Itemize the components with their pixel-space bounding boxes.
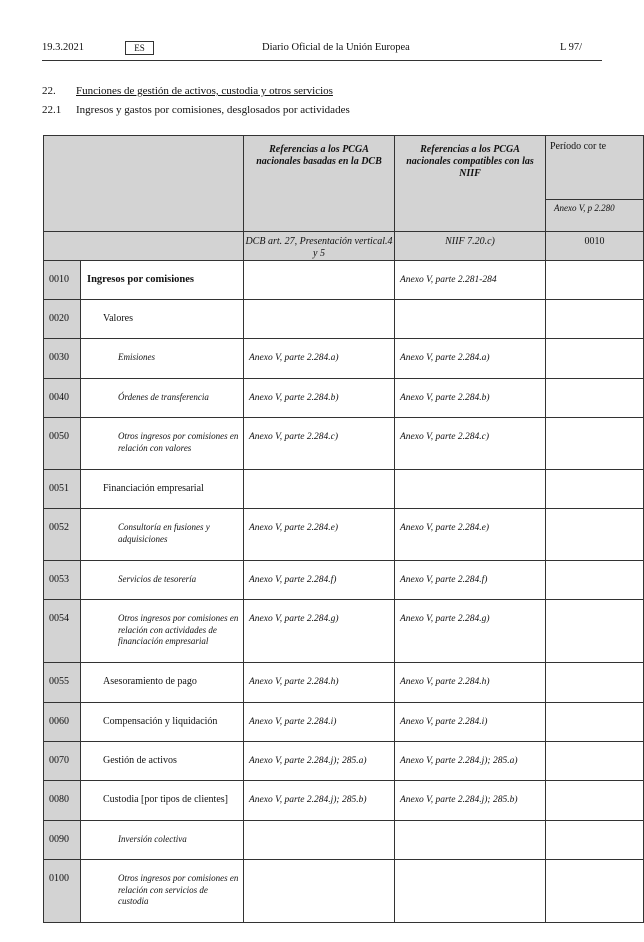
code-row-blank xyxy=(44,232,244,261)
row-label: Consultoría en fusiones y adquisiciones xyxy=(81,509,244,561)
journal-title: Diario Oficial de la Unión Europea xyxy=(262,42,410,53)
row-label: Custodia [por tipos de clientes] xyxy=(81,781,244,821)
commission-table xyxy=(43,135,644,923)
row-value-cell xyxy=(546,703,644,742)
row-label: Compensación y liquidación xyxy=(81,703,244,742)
row-code: 0055 xyxy=(44,663,81,703)
row-ref-niif: Anexo V, parte 2.284.b) xyxy=(395,379,546,418)
col-header-dcb: Referencias a los PCGA nacionales basadas en la DCB xyxy=(244,136,395,232)
row-ref-dcb: Anexo V, parte 2.284.e) xyxy=(244,509,395,561)
row-value-cell xyxy=(546,261,644,300)
row-ref-niif: Anexo V, parte 2.284.h) xyxy=(395,663,546,703)
row-value-cell xyxy=(546,379,644,418)
row-label: Otros ingresos por comisiones en relación con servicios de custodia xyxy=(81,860,244,923)
table-row xyxy=(44,781,644,821)
row-ref-niif: Anexo V, parte 2.284.f) xyxy=(395,561,546,600)
col-header-period-ref: Anexo V, p 2.280 xyxy=(546,200,644,232)
table-row xyxy=(44,418,644,470)
row-label: Asesoramiento de pago xyxy=(81,663,244,703)
row-code: 0010 xyxy=(44,261,81,300)
row-code: 0070 xyxy=(44,742,81,781)
row-ref-niif: Anexo V, parte 2.284.j); 285.a) xyxy=(395,742,546,781)
row-code: 0053 xyxy=(44,561,81,600)
section-number: 22. xyxy=(42,85,56,97)
row-code: 0040 xyxy=(44,379,81,418)
row-code: 0054 xyxy=(44,600,81,663)
row-label: Inversión colectiva xyxy=(81,821,244,860)
section-title: Funciones de gestión de activos, custodia y otros servicios xyxy=(76,85,333,97)
row-code: 0020 xyxy=(44,300,81,339)
table-row xyxy=(44,470,644,509)
row-value-cell xyxy=(546,781,644,821)
row-ref-dcb: Anexo V, parte 2.284.h) xyxy=(244,663,395,703)
page-header xyxy=(0,0,600,60)
row-ref-dcb xyxy=(244,821,395,860)
row-label: Ingresos por comisiones xyxy=(81,261,244,300)
row-ref-dcb: Anexo V, parte 2.284.i) xyxy=(244,703,395,742)
row-value-cell xyxy=(546,742,644,781)
row-ref-dcb: Anexo V, parte 2.284.a) xyxy=(244,339,395,379)
code-dcb: DCB art. 27, Presentación vertical.4 y 5 xyxy=(244,232,395,261)
row-code: 0090 xyxy=(44,821,81,860)
row-value-cell xyxy=(546,509,644,561)
table-row xyxy=(44,379,644,418)
row-ref-niif: Anexo V, parte 2.284.e) xyxy=(395,509,546,561)
code-niif: NIIF 7.20.c) xyxy=(395,232,546,261)
subsection-heading xyxy=(42,104,350,116)
table-row xyxy=(44,703,644,742)
row-code: 0051 xyxy=(44,470,81,509)
row-value-cell xyxy=(546,860,644,923)
table-row xyxy=(44,261,644,300)
section-heading xyxy=(42,85,333,97)
table-row xyxy=(44,339,644,379)
row-ref-niif xyxy=(395,860,546,923)
language-badge: ES xyxy=(125,41,154,55)
row-code: 0060 xyxy=(44,703,81,742)
row-code: 0030 xyxy=(44,339,81,379)
row-code: 0050 xyxy=(44,418,81,470)
row-ref-niif xyxy=(395,821,546,860)
row-ref-dcb xyxy=(244,470,395,509)
header-blank-cell xyxy=(44,136,244,232)
header-rule xyxy=(42,60,602,61)
code-period: 0010 xyxy=(546,232,644,261)
subsection-number: 22.1 xyxy=(42,104,62,116)
col-header-period: Período cor te xyxy=(546,136,644,200)
row-ref-niif: Anexo V, parte 2.284.g) xyxy=(395,600,546,663)
row-code: 0080 xyxy=(44,781,81,821)
row-ref-niif: Anexo V, parte 2.284.c) xyxy=(395,418,546,470)
col-header-niif: Referencias a los PCGA nacionales compatibles con las NIIF xyxy=(395,136,546,232)
row-label: Otros ingresos por comisiones en relación con actividades de financiación empresarial xyxy=(81,600,244,663)
row-value-cell xyxy=(546,821,644,860)
row-value-cell xyxy=(546,300,644,339)
subsection-title: Ingresos y gastos por comisiones, desglosados por actividades xyxy=(76,104,350,116)
page-number: L 97/ xyxy=(560,42,583,53)
row-ref-dcb: Anexo V, parte 2.284.c) xyxy=(244,418,395,470)
row-label: Financiación empresarial xyxy=(81,470,244,509)
row-label: Valores xyxy=(81,300,244,339)
row-value-cell xyxy=(546,418,644,470)
row-value-cell xyxy=(546,470,644,509)
table-row xyxy=(44,860,644,923)
row-code: 0052 xyxy=(44,509,81,561)
table-row xyxy=(44,561,644,600)
table-row xyxy=(44,300,644,339)
table-row xyxy=(44,600,644,663)
row-ref-niif: Anexo V, parte 2.284.a) xyxy=(395,339,546,379)
row-code: 0100 xyxy=(44,860,81,923)
row-label: Otros ingresos por comisiones en relación con valores xyxy=(81,418,244,470)
row-ref-niif: Anexo V, parte 2.284.i) xyxy=(395,703,546,742)
row-ref-dcb xyxy=(244,860,395,923)
row-value-cell xyxy=(546,339,644,379)
table-row xyxy=(44,742,644,781)
row-ref-dcb: Anexo V, parte 2.284.f) xyxy=(244,561,395,600)
row-ref-niif xyxy=(395,470,546,509)
row-ref-dcb: Anexo V, parte 2.284.j); 285.a) xyxy=(244,742,395,781)
row-ref-niif xyxy=(395,300,546,339)
row-ref-dcb: Anexo V, parte 2.284.j); 285.b) xyxy=(244,781,395,821)
publication-date: 19.3.2021 xyxy=(42,42,84,53)
row-value-cell xyxy=(546,561,644,600)
row-ref-dcb xyxy=(244,300,395,339)
row-label: Emisiones xyxy=(81,339,244,379)
row-ref-dcb: Anexo V, parte 2.284.b) xyxy=(244,379,395,418)
row-label: Servicios de tesorería xyxy=(81,561,244,600)
row-label: Gestión de activos xyxy=(81,742,244,781)
table-row xyxy=(44,821,644,860)
table-row xyxy=(44,663,644,703)
row-label: Órdenes de transferencia xyxy=(81,379,244,418)
row-ref-niif: Anexo V, parte 2.281-284 xyxy=(395,261,546,300)
row-value-cell xyxy=(546,663,644,703)
row-ref-dcb: Anexo V, parte 2.284.g) xyxy=(244,600,395,663)
row-ref-niif: Anexo V, parte 2.284.j); 285.b) xyxy=(395,781,546,821)
row-value-cell xyxy=(546,600,644,663)
row-ref-dcb xyxy=(244,261,395,300)
table-row xyxy=(44,509,644,561)
